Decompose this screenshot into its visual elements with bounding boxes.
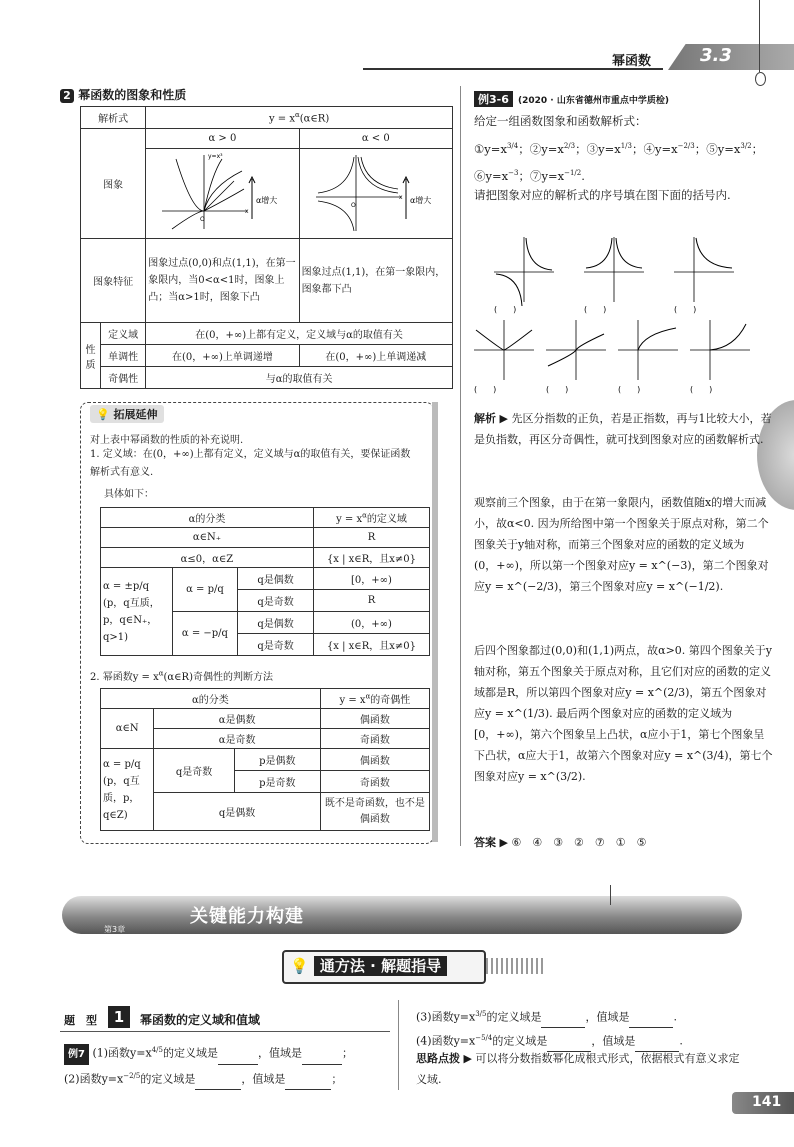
monotonicity-positive: 在(0，+∞)上单调递增 — [146, 345, 299, 367]
example-tag: 例3-6 — [474, 91, 513, 107]
extension-box-border-right — [432, 402, 438, 842]
svg-text:y=x³: y=x³ — [208, 153, 223, 160]
domain-neg-fraction: α = −p/q — [172, 612, 238, 656]
graph-7-paren: ( ) — [690, 385, 713, 394]
graph-alpha-positive — [146, 149, 299, 239]
graph-1-paren: ( ) — [494, 305, 517, 314]
header-alpha-negative: α < 0 — [299, 129, 452, 149]
method-stripes — [486, 958, 546, 974]
type-number: 1 — [108, 1006, 130, 1028]
parity-odd-result: 奇函数 — [320, 729, 429, 749]
parity-table — [100, 688, 430, 831]
answer-line — [474, 832, 647, 853]
triangle-icon: ▶ — [499, 412, 508, 425]
svg-text:x: x — [245, 208, 249, 215]
formula-cell: $y = x^\alpha(\alpha\in R)$ — [146, 107, 453, 129]
example-prompt: 给定一组函数图象和函数解析式： — [474, 114, 647, 128]
type-label: 题 型 — [64, 1014, 97, 1027]
ex7-q2-range-text: ，值域是 — [241, 1072, 286, 1086]
ex7-q4: (4)函数$y=x^{-5/4}$的定义域是 ，值域是 . — [416, 1028, 683, 1052]
domain-value-3: (0，+∞) — [313, 612, 429, 634]
domain-q-even-2: q是偶数 — [238, 612, 314, 634]
domain-table — [100, 507, 430, 656]
section-title: 幂函数的图象和性质 — [78, 88, 187, 102]
row-label-expression: 解析式 — [81, 107, 146, 129]
domain-row-2-label: α≤0，α∈Z — [101, 548, 314, 568]
ex7-q4-range-text: ，值域是 — [591, 1034, 636, 1048]
parity-p-odd-result: 奇函数 — [320, 771, 429, 793]
extension-point-2: 2. 幂函数$y = x^\alpha(\alpha\in R)$奇偶性的判断方法 — [90, 669, 273, 683]
graph-2-paren: ( ) — [584, 305, 607, 314]
alpha-increase-label: α增大 — [256, 196, 278, 205]
power-function-table — [80, 106, 453, 389]
solution-part-2: 观察前三个图象，由于在第一象限内，函数值随x的增大而减小，故α<0. 因为所给图中第一个图象关于原点对称，第二个图象关于y轴对称，而第三个图象对应的函数的定义域为(0，+∞)，所以第一个图象对应y = x^(−3)，第二个图象对应y = x^(−2/3)，第三个图象对应y = x^(−1/2). — [474, 496, 769, 593]
row-label-monotonicity: 单调性 — [101, 345, 146, 367]
ex7-q2-domain-blank[interactable] — [195, 1089, 241, 1090]
lightbulb-icon: 💡 — [96, 408, 110, 421]
svg-text:O: O — [350, 202, 356, 209]
section-heading — [60, 86, 186, 103]
graph-positive-svg — [152, 149, 292, 235]
example-source: (2020 · 山东省德州市重点中学质检) — [517, 96, 669, 106]
solution-part-3: 后四个图象都过(0,0)和(1,1)两点，故α>0. 第四个图象关于y轴对称，第五个图象关于原点对称，且它们对应的函数的定义域都是R，所以第四个图象对应y = x^(2/3)，第五个图象对应y = x^(1/3). 最后两个图象对应的函数的定义域为[0，+∞)，第六个图象呈上凸状，α应小于1，第七个图象呈下凸状，α应大于1，故第六个图象对应y = x^(3/4)，第七个图象对应y = x^(3/2). — [474, 644, 773, 783]
domain-value-1: [0，+∞) — [313, 568, 429, 590]
parity-odd-alpha: α是奇数 — [154, 729, 320, 749]
graph-3-paren: ( ) — [674, 305, 697, 314]
domain-pos-fraction: α = p/q — [172, 568, 238, 612]
hint-text: 可以将分数指数幂化成根式形式，依据根式有意义求定义域. — [416, 1052, 740, 1086]
ornament-ring — [755, 72, 766, 86]
parity-q-even: q是偶数 — [154, 793, 320, 831]
extension-title-text: 拓展延伸 — [113, 408, 158, 421]
solution-part-1 — [474, 408, 774, 450]
graph-alpha-negative — [299, 149, 452, 239]
graph-3 — [674, 237, 734, 314]
graph-4 — [474, 320, 534, 394]
parity-p-odd: p是奇数 — [234, 771, 320, 793]
domain-value: 在(0，+∞)上都有定义，定义域与α的取值有关 — [146, 323, 453, 345]
domain-q-even-1: q是偶数 — [238, 568, 314, 590]
parity-value: 与α的取值有关 — [146, 367, 453, 389]
graph-5 — [546, 320, 606, 394]
domain-fraction-label: α = ±p/q (p，q互质，p，q∈N₊，q>1) — [101, 568, 173, 656]
monotonicity-negative: 在(0，+∞)上单调递减 — [299, 345, 452, 367]
banner-ornament — [610, 885, 611, 905]
domain-table-header-1: α的分类 — [101, 508, 314, 528]
parity-fraction-label: α = p/q (p，q互质，p，q∈Z) — [101, 749, 154, 831]
hint-label: 思路点拨 — [416, 1052, 460, 1065]
chapter-banner — [62, 896, 742, 934]
banner-title: 关键能力构建 — [190, 906, 304, 927]
page-number: 141 — [752, 1094, 782, 1110]
graph-2 — [584, 237, 644, 314]
row-label-features: 图象特征 — [81, 239, 146, 323]
domain-row-1-label: α∈N₊ — [101, 528, 314, 548]
solution-text-1: 先区分指数的正负，若是正指数，再与1比较大小，若是负指数，再区分奇偶性，就可找到图象对应的函数解析式. — [474, 412, 772, 446]
graph-5-paren: ( ) — [546, 385, 569, 394]
domain-row-1-value: R — [313, 528, 429, 548]
row-label-image: 图象 — [81, 129, 146, 239]
domain-q-odd-2: q是奇数 — [238, 634, 314, 656]
header-section-name: 幂函数 — [612, 54, 652, 69]
ex7-q3-range-text: ，值域是 — [585, 1010, 630, 1024]
parity-even-alpha: α是偶数 — [154, 709, 320, 729]
type-title: 幂函数的定义域和值域 — [140, 1013, 261, 1027]
parity-table-header-1: α的分类 — [101, 689, 321, 709]
domain-table-header-2: $y = x^\alpha$的定义域 — [313, 508, 429, 528]
hanging-ornament-top — [759, 0, 760, 72]
alpha-increase-label-neg: α增大 — [409, 196, 432, 205]
hint-triangle-icon: ▶ — [463, 1052, 472, 1065]
column-divider — [460, 86, 461, 846]
parity-q-odd: q是奇数 — [154, 749, 234, 793]
extension-intro: 对上表中幂函数的性质的补充说明. — [90, 435, 244, 446]
column-divider-bottom — [398, 1000, 399, 1090]
header-alpha-positive: α > 0 — [146, 129, 299, 149]
parity-p-even-result: 偶函数 — [320, 749, 429, 771]
ex7-hint — [416, 1048, 746, 1090]
ex7-q1-range-blank[interactable] — [302, 1064, 342, 1065]
graph-7 — [690, 320, 750, 394]
ex7-q2: (2)函数$y=x^{-2/5}$的定义域是 ，值域是 ； — [64, 1066, 342, 1090]
parity-natural-label: α∈N — [101, 709, 154, 749]
graph-6-paren: ( ) — [618, 385, 641, 394]
solution-label: 解析 — [474, 412, 496, 425]
ex7-q3: (3)函数$y=x^{3/5}$的定义域是 ，值域是 . — [416, 1004, 677, 1028]
domain-q-odd-1: q是奇数 — [238, 590, 314, 612]
method-title — [290, 955, 447, 976]
example-header — [474, 88, 669, 107]
parity-p-even: p是偶数 — [234, 749, 320, 771]
parity-q-even-result: 既不是奇函数，也不是偶函数 — [320, 793, 429, 831]
svg-text:O: O — [200, 216, 206, 223]
extension-title — [90, 405, 164, 423]
row-label-properties: 性质 — [81, 323, 101, 389]
ex7-q2-range-blank[interactable] — [285, 1089, 331, 1090]
row-label-domain: 定义域 — [101, 323, 146, 345]
answer-label: 答案 — [474, 836, 496, 849]
method-title-text: 通方法 · 解题指导 — [314, 956, 447, 976]
domain-value-2: R — [313, 590, 429, 612]
domain-row-2-value: {x | x∈R，且x≠0} — [313, 548, 429, 568]
graph-6 — [618, 320, 678, 394]
graph-4-paren: ( ) — [474, 385, 497, 394]
svg-text:x: x — [398, 194, 403, 201]
banner-small-label: 第3章 — [104, 925, 126, 934]
features-alpha-negative: 图象过点(1,1)，在第一象限内，图象都下凸 — [299, 239, 452, 323]
ex7-q1-range-text: ，值域是 — [257, 1046, 302, 1060]
graph-1 — [494, 237, 554, 314]
domain-value-4: {x | x∈R，且x≠0} — [313, 634, 429, 656]
extension-point-1b: 具体如下： — [104, 489, 154, 500]
method-lightbulb-icon: 💡 — [290, 957, 309, 975]
answer-value: ⑥ ④ ③ ② ⑦ ① ⑤ — [511, 836, 647, 849]
answer-triangle-icon: ▶ — [499, 836, 508, 849]
example-task: 请把图象对应的解析式的序号填在图下面的括号内. — [474, 188, 731, 202]
features-alpha-positive: 图象过点(0,0)和点(1,1)，在第一象限内，当0<α<1时，图象上凸；当α>1时，图象下凸 — [146, 239, 299, 323]
parity-even-result: 偶函数 — [320, 709, 429, 729]
ex7-q1: 例7 (1)函数$y=x^{4/5}$的定义域是 ，值域是 ； — [64, 1040, 353, 1065]
row-label-parity: 奇偶性 — [101, 367, 146, 389]
example-graphs — [474, 232, 764, 397]
header-section-number: 3.3 — [700, 45, 732, 66]
ex7-q1-domain-blank[interactable] — [218, 1064, 258, 1065]
section-number-badge: 2 — [60, 89, 74, 103]
parity-table-header-2: $y = x^\alpha$的奇偶性 — [320, 689, 429, 709]
extension-point-1: 1. 定义域：在(0，+∞)上都有定义，定义域与α的取值有关，要保证函数解析式有意义. — [90, 449, 411, 478]
type-underline — [60, 1031, 390, 1032]
example-functions: $①y=x^{3/4}$；$②y=x^{2/3}$；$③y=x^{1/3}$；$④y=x^{-2/3}$；$⑤y=x^{3/2}$；$⑥y=x^{-3}$；$⑦y=x^{-1/2}$. — [474, 141, 764, 183]
graph-negative-svg — [306, 149, 446, 235]
ex7-tag: 例7 — [64, 1044, 89, 1065]
